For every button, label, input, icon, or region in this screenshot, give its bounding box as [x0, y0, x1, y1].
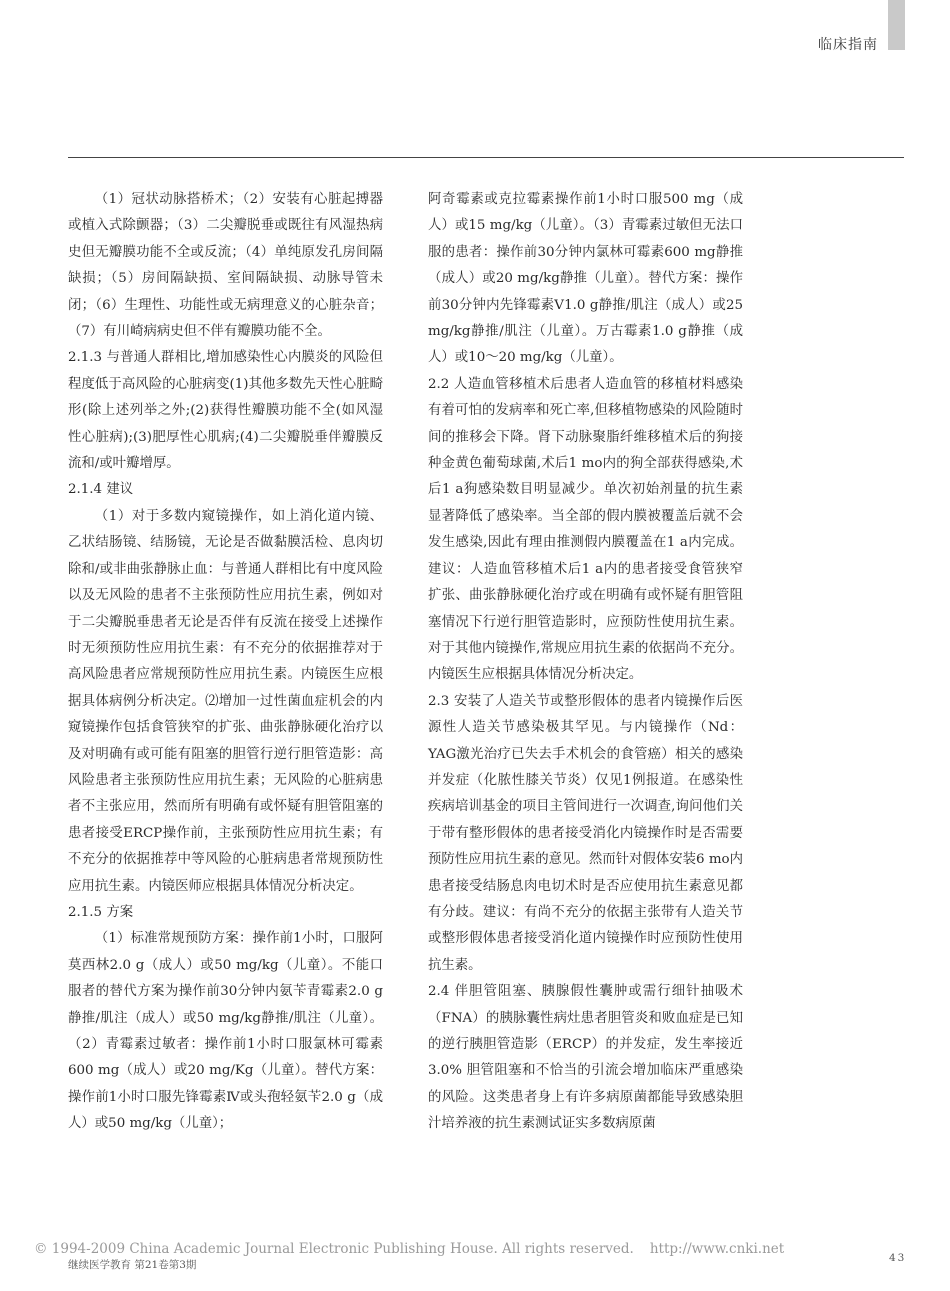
section-label: 临床指南 [818, 37, 878, 53]
paragraph-low-risk-list: （1）冠状动脉搭桥术；（2）安装有心脏起搏器或植入式除颤器；（3）二尖瓣脱垂或既往有风湿热病史但无瓣膜功能不全或反流；（4）单纯原发孔房间隔缺损；（5）房间隔缺损、室间隔缺损、动脉导管未闭；（6）生理性、功能性或无病理意义的心脏杂音；（7）有川崎病病史但不伴有瓣膜功能不全。 [68, 192, 383, 340]
copyright-text: © 1994-2009 China Academic Journal Electronic Publishing House. All rights reserved. [34, 1241, 634, 1257]
header-tab-marker [888, 0, 905, 50]
copyright-watermark [34, 1241, 784, 1257]
paragraph-2-3-prosthetic-joint: 2.3 安装了人造关节或整形假体的患者内镜操作后医源性人造关节感染极其罕见。与内镜操作（Nd：YAG激光治疗已失去手术机会的食管癌）相关的感染并发症（化脓性膝关节炎）仅见1例报道。在感染性疾病培训基金的项目主管间进行一次调查,询问他们关于带有整形假体的患者接受消化内镜操作时是否需要预防性应用抗生素的意见。然而针对假体安装6 mo内患者接受结肠息肉电切术时是否应使用抗生素意见都有分歧。建议：有尚不充分的依据主张带有人造关节或整形假体患者接受消化道内镜操作时应预防性使用抗生素。 [428, 693, 743, 973]
journal-footer: 继续医学教育 第21卷第3期 [68, 1259, 197, 1271]
header-divider [68, 157, 904, 158]
paragraph-recommendations: （1）对于多数内窥镜操作，如上消化道内镜、乙状结肠镜、结肠镜，无论是否做黏膜活检、息肉切除和/或非曲张静脉止血：与普通人群相比有中度风险以及无风险的患者不主张预防性应用抗生素，例如对于二尖瓣脱垂患者无论是否伴有反流在接受上述操作时无须预防性应用抗生素：有不充分的依据推荐对于高风险患者应常规预防性应用抗生素。内镜医生应根据具体病例分析决定。⑵增加一过性菌血症机会的内窥镜操作包括食管狭窄的扩张、曲张静脉硬化治疗以及对明确有或可能有阻塞的胆管行逆行胆管造影：高风险患者主张预防性应用抗生素；无风险的心脏病患者不主张应用，然而所有明确有或怀疑有胆管阻塞的患者接受ERCP操作前，主张预防性应用抗生素；有不充分的依据推荐中等风险的心脏病患者常规预防性应用抗生素。内镜医师应根据具体情况分析决定。 [68, 508, 383, 894]
right-column [428, 187, 743, 1138]
paragraph-2-4-biliary: 2.4 伴胆管阻塞、胰腺假性囊肿或需行细针抽吸术（FNA）的胰脉囊性病灶患者胆管炎和败血症是已知的逆行胰胆管造影（ERCP）的并发症，发生率接近3.0% 胆管阻塞和不恰当的引流会增加临床严重感染的风险。这类患者身上有许多病原菌都能导致感染胆汁培养液的抗生素测试证实多数病原菌 [428, 984, 743, 1132]
heading-2-1-5: 2.1.5 方案 [68, 904, 134, 920]
page-number: 43 [889, 1252, 907, 1264]
heading-2-1-4: 2.1.4 建议 [68, 482, 134, 498]
paragraph-2-2-vascular-graft: 2.2 人造血管移植术后患者人造血管的移植材料感染有着可怕的发病率和死亡率,但移植物感染的风险随时间的推移会下降。肾下动脉聚脂纤维移植术后的狗接种金黄色葡萄球菌,术后1 mo内的狗全部获得感染,术后1 a狗感染数目明显减少。单次初始剂量的抗生素显著降低了感染率。当全部的假内膜被覆盖后就不会发生感染,因此有理由推测假内膜覆盖在1 a内完成。建议：人造血管移植术后1 a内的患者接受食管狭窄扩张、曲张静脉硬化治疗或在明确有或怀疑有胆管阻塞情况下行逆行胆管造影时，应预防性使用抗生素。对于其他内镜操作,常规应用抗生素的依据尚不充分。内镜医生应根据具体情况分析决定。 [428, 376, 744, 683]
paragraph-regimen: （1）标准常规预防方案：操作前1小时，口服阿莫西林2.0 g（成人）或50 mg/kg（儿童）。不能口服者的替代方案为操作前30分钟内氨苄青霉素2.0 g静推/肌注（成人）或50 mg/kg静推/肌注（儿童）。（2）青霉素过敏者：操作前1小时口服氯林可霉素600 mg（成人）或20 mg/Kg（儿童）。替代方案：操作前1小时口服先锋霉素Ⅳ或头孢轻氨苄2.0 g（成人）或50 mg/kg（儿童）； [68, 931, 383, 1132]
heading-2-1-3: 2.1.3 与普通人群相比,增加感染性心内膜炎的风险但程度低于高风险的心脏病变(1)其他多数先天性心脏畸形(除上述列举之外;(2)获得性瓣膜功能不全(如风湿性心脏病);(3)肥厚性心肌病;(4)二尖瓣脱垂伴瓣膜反流和/或叶瓣增厚。 [68, 350, 383, 472]
cnki-url: http://www.cnki.net [649, 1241, 785, 1257]
left-column [68, 187, 383, 1138]
paragraph-regimen-continued: 阿奇霉素或克拉霉素操作前1小时口服500 mg（成人）或15 mg/kg（儿童）。（3）青霉素过敏但无法口服的患者：操作前30分钟内氯林可霉素600 mg静推（成人）或20 mg/kg静推（儿童）。替代方案：操作前30分钟内先锋霉素Ⅴ1.0 g静推/肌注（成人）或25 mg/kg静推/肌注（儿童）。万古霉素1.0 g静推（成人）或10～20 mg/kg（儿童）。 [428, 192, 743, 366]
